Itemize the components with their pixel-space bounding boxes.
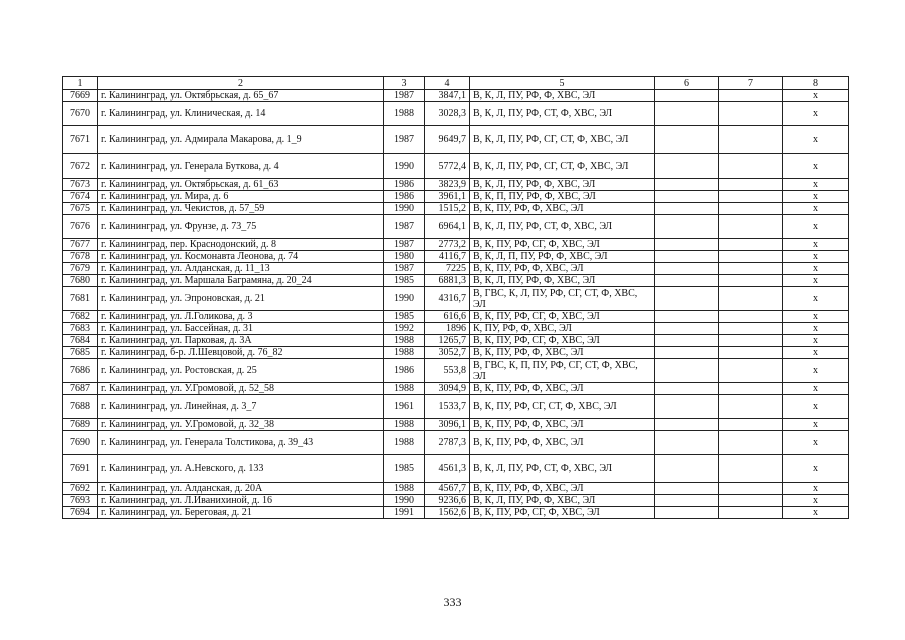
row-address: г. Калининград, ул. Бассейная, д. 31 [98,323,384,335]
row-col7 [719,311,783,323]
row-col7 [719,287,783,311]
table-row [63,431,849,455]
row-year: 1987 [384,215,425,239]
row-mark: х [783,323,849,335]
row-col7 [719,90,783,102]
row-address: г. Калининград, ул. У.Громовой, д. 52_58 [98,383,384,395]
row-area: 5772,4 [425,154,470,179]
row-mark: х [783,90,849,102]
row-area: 1265,7 [425,335,470,347]
row-address: г. Калининград, ул. Октябрьская, д. 61_63 [98,179,384,191]
row-year: 1987 [384,263,425,275]
row-number: 7676 [63,215,98,239]
row-col6 [655,203,719,215]
row-year: 1988 [384,335,425,347]
row-year: 1988 [384,102,425,126]
row-number: 7693 [63,495,98,507]
row-col7 [719,395,783,419]
row-year: 1985 [384,275,425,287]
table-row [63,154,849,179]
row-mark: х [783,395,849,419]
row-year: 1986 [384,359,425,383]
row-area: 4116,7 [425,251,470,263]
row-mark: х [783,287,849,311]
row-number: 7686 [63,359,98,383]
row-area: 6881,3 [425,275,470,287]
row-mark: х [783,483,849,495]
col-header-6: 6 [655,77,719,90]
row-col6 [655,383,719,395]
row-number: 7670 [63,102,98,126]
row-number: 7681 [63,287,98,311]
row-number: 7669 [63,90,98,102]
table-row [63,275,849,287]
row-col6 [655,359,719,383]
row-works: В, К, ПУ, РФ, СГ, Ф, ХВС, ЭЛ [470,335,655,347]
row-mark: х [783,359,849,383]
row-address: г. Калининград, ул. Генерала Буткова, д. 4 [98,154,384,179]
row-mark: х [783,203,849,215]
table-row [63,102,849,126]
col-header-8: 8 [783,77,849,90]
table-row [63,383,849,395]
row-mark: х [783,335,849,347]
row-mark: х [783,495,849,507]
row-col7 [719,383,783,395]
row-works: В, К, ПУ, РФ, СГ, Ф, ХВС, ЭЛ [470,239,655,251]
row-mark: х [783,419,849,431]
table-row [63,191,849,203]
row-col6 [655,419,719,431]
row-works: В, К, ПУ, РФ, Ф, ХВС, ЭЛ [470,419,655,431]
row-col7 [719,263,783,275]
row-address: г. Калининград, ул. Фрунзе, д. 73_75 [98,215,384,239]
row-mark: х [783,347,849,359]
row-works: К, ПУ, РФ, Ф, ХВС, ЭЛ [470,323,655,335]
row-address: г. Калининград, ул. Октябрьская, д. 65_67 [98,90,384,102]
row-area: 616,6 [425,311,470,323]
row-year: 1980 [384,251,425,263]
row-col7 [719,359,783,383]
row-mark: х [783,215,849,239]
row-mark: х [783,507,849,519]
row-year: 1986 [384,191,425,203]
row-area: 2773,2 [425,239,470,251]
row-works: В, К, Л, ПУ, РФ, СГ, СТ, Ф, ХВС, ЭЛ [470,126,655,154]
row-mark: х [783,263,849,275]
row-address: г. Калининград, пер. Краснодонский, д. 8 [98,239,384,251]
row-col6 [655,102,719,126]
row-col6 [655,287,719,311]
row-col6 [655,455,719,483]
row-works: В, К, П, ПУ, РФ, Ф, ХВС, ЭЛ [470,191,655,203]
row-col7 [719,191,783,203]
row-col6 [655,323,719,335]
row-mark: х [783,191,849,203]
table-row [63,395,849,419]
row-year: 1990 [384,154,425,179]
row-col6 [655,275,719,287]
row-year: 1992 [384,323,425,335]
row-number: 7688 [63,395,98,419]
row-col7 [719,251,783,263]
row-col6 [655,507,719,519]
row-mark: х [783,311,849,323]
table-row [63,323,849,335]
row-col6 [655,191,719,203]
row-address: г. Калининград, ул. Космонавта Леонова, д. 74 [98,251,384,263]
row-address: г. Калининград, ул. Алданская, д. 11_13 [98,263,384,275]
row-col7 [719,495,783,507]
row-year: 1991 [384,507,425,519]
row-year: 1988 [384,483,425,495]
row-works: В, К, ПУ, РФ, Ф, ХВС, ЭЛ [470,383,655,395]
row-number: 7680 [63,275,98,287]
table-row [63,359,849,383]
row-address: г. Калининград, ул. Эпроновская, д. 21 [98,287,384,311]
row-col7 [719,179,783,191]
col-header-5: 5 [470,77,655,90]
table-row [63,311,849,323]
row-col7 [719,507,783,519]
row-col6 [655,483,719,495]
row-number: 7687 [63,383,98,395]
row-col6 [655,179,719,191]
row-area: 4316,7 [425,287,470,311]
row-area: 7225 [425,263,470,275]
row-address: г. Калининград, ул. Чекистов, д. 57_59 [98,203,384,215]
row-address: г. Калининград, ул. Клиническая, д. 14 [98,102,384,126]
row-works: В, К, ПУ, РФ, Ф, ХВС, ЭЛ [470,347,655,359]
row-area: 4561,3 [425,455,470,483]
row-area: 1896 [425,323,470,335]
row-area: 3823,9 [425,179,470,191]
row-mark: х [783,275,849,287]
table-row [63,287,849,311]
row-area: 1515,2 [425,203,470,215]
row-col6 [655,239,719,251]
table-row [63,215,849,239]
table-row [63,335,849,347]
table-row [63,347,849,359]
row-col6 [655,395,719,419]
row-mark: х [783,431,849,455]
row-works: В, К, Л, П, ПУ, РФ, Ф, ХВС, ЭЛ [470,251,655,263]
row-col7 [719,431,783,455]
row-number: 7685 [63,347,98,359]
row-address: г. Калининград, ул. Ростовская, д. 25 [98,359,384,383]
row-col6 [655,154,719,179]
row-number: 7675 [63,203,98,215]
row-col7 [719,275,783,287]
row-col6 [655,495,719,507]
row-works: В, К, Л, ПУ, РФ, СТ, Ф, ХВС, ЭЛ [470,215,655,239]
table-row [63,495,849,507]
table-row [63,455,849,483]
table-row [63,263,849,275]
row-works: В, ГВС, К, Л, ПУ, РФ, СГ, СТ, Ф, ХВС, ЭЛ [470,287,655,311]
row-works: В, К, ПУ, РФ, СГ, СТ, Ф, ХВС, ЭЛ [470,395,655,419]
row-area: 4567,7 [425,483,470,495]
row-mark: х [783,383,849,395]
row-number: 7684 [63,335,98,347]
row-works: В, К, Л, ПУ, РФ, СГ, СТ, Ф, ХВС, ЭЛ [470,154,655,179]
row-number: 7694 [63,507,98,519]
row-address: г. Калининград, ул. У.Громовой, д. 32_38 [98,419,384,431]
row-year: 1988 [384,383,425,395]
row-year: 1988 [384,431,425,455]
row-address: г. Калининград, ул. Алданская, д. 20А [98,483,384,495]
row-works: В, К, Л, ПУ, РФ, Ф, ХВС, ЭЛ [470,90,655,102]
row-works: В, К, ПУ, РФ, СГ, Ф, ХВС, ЭЛ [470,311,655,323]
table-row [63,251,849,263]
row-col7 [719,102,783,126]
row-area: 3052,7 [425,347,470,359]
row-mark: х [783,154,849,179]
col-header-3: 3 [384,77,425,90]
row-area: 9236,6 [425,495,470,507]
row-works: В, К, ПУ, РФ, Ф, ХВС, ЭЛ [470,431,655,455]
table-row [63,419,849,431]
row-year: 1988 [384,347,425,359]
col-header-2: 2 [98,77,384,90]
table-row [63,239,849,251]
row-mark: х [783,102,849,126]
row-col6 [655,311,719,323]
row-mark: х [783,455,849,483]
row-works: В, К, Л, ПУ, РФ, Ф, ХВС, ЭЛ [470,179,655,191]
row-col7 [719,335,783,347]
row-area: 3028,3 [425,102,470,126]
row-area: 9649,7 [425,126,470,154]
table-body [63,90,849,519]
row-col6 [655,215,719,239]
row-number: 7682 [63,311,98,323]
row-number: 7692 [63,483,98,495]
row-works: В, К, ПУ, РФ, СГ, Ф, ХВС, ЭЛ [470,507,655,519]
row-address: г. Калининград, ул. Л.Голикова, д. 3 [98,311,384,323]
row-works: В, К, Л, ПУ, РФ, СТ, Ф, ХВС, ЭЛ [470,455,655,483]
row-area: 3096,1 [425,419,470,431]
row-area: 6964,1 [425,215,470,239]
row-col7 [719,455,783,483]
row-area: 2787,3 [425,431,470,455]
row-number: 7673 [63,179,98,191]
header-row [63,77,849,90]
row-works: В, К, ПУ, РФ, Ф, ХВС, ЭЛ [470,263,655,275]
col-header-1: 1 [63,77,98,90]
row-number: 7674 [63,191,98,203]
row-year: 1990 [384,287,425,311]
row-year: 1990 [384,203,425,215]
table-row [63,179,849,191]
row-works: В, К, Л, ПУ, РФ, СТ, Ф, ХВС, ЭЛ [470,102,655,126]
row-works: В, ГВС, К, П, ПУ, РФ, СГ, СТ, Ф, ХВС, ЭЛ [470,359,655,383]
row-number: 7690 [63,431,98,455]
row-works: В, К, ПУ, РФ, Ф, ХВС, ЭЛ [470,203,655,215]
row-year: 1986 [384,179,425,191]
row-col7 [719,419,783,431]
table-row [63,126,849,154]
row-works: В, К, Л, ПУ, РФ, Ф, ХВС, ЭЛ [470,495,655,507]
row-year: 1987 [384,126,425,154]
col-header-4: 4 [425,77,470,90]
row-area: 3094,9 [425,383,470,395]
register-table [62,76,849,519]
row-col6 [655,263,719,275]
row-address: г. Калининград, ул. Линейная, д. 3_7 [98,395,384,419]
row-year: 1961 [384,395,425,419]
row-col7 [719,154,783,179]
row-works: В, К, Л, ПУ, РФ, Ф, ХВС, ЭЛ [470,275,655,287]
row-year: 1987 [384,90,425,102]
row-address: г. Калининград, ул. Л.Иванихиной, д. 16 [98,495,384,507]
row-address: г. Калининград, ул. Генерала Толстикова, д. 39_43 [98,431,384,455]
row-col7 [719,215,783,239]
row-col6 [655,335,719,347]
row-number: 7671 [63,126,98,154]
row-col6 [655,251,719,263]
table-row [63,507,849,519]
row-col7 [719,203,783,215]
row-area: 553,8 [425,359,470,383]
row-address: г. Калининград, ул. А.Невского, д. 133 [98,455,384,483]
row-year: 1990 [384,495,425,507]
row-col7 [719,323,783,335]
row-address: г. Калининград, ул. Адмирала Макарова, д. 1_9 [98,126,384,154]
row-mark: х [783,179,849,191]
row-mark: х [783,239,849,251]
row-col7 [719,347,783,359]
row-col6 [655,126,719,154]
col-header-7: 7 [719,77,783,90]
row-address: г. Калининград, ул. Береговая, д. 21 [98,507,384,519]
row-number: 7672 [63,154,98,179]
row-year: 1985 [384,311,425,323]
table-row [63,483,849,495]
row-number: 7691 [63,455,98,483]
row-number: 7679 [63,263,98,275]
row-col7 [719,126,783,154]
row-area: 1562,6 [425,507,470,519]
row-address: г. Калининград, ул. Маршала Баграмяна, д. 20_24 [98,275,384,287]
row-number: 7689 [63,419,98,431]
row-col6 [655,90,719,102]
row-address: г. Калининград, ул. Парковая, д. 3А [98,335,384,347]
row-works: В, К, ПУ, РФ, Ф, ХВС, ЭЛ [470,483,655,495]
row-col7 [719,483,783,495]
table-row [63,203,849,215]
row-col6 [655,347,719,359]
row-number: 7683 [63,323,98,335]
row-area: 3961,1 [425,191,470,203]
row-year: 1985 [384,455,425,483]
row-mark: х [783,126,849,154]
table-row [63,90,849,102]
row-address: г. Калининград, б-р. Л.Шевцовой, д. 76_82 [98,347,384,359]
page-number: 333 [443,595,462,609]
row-number: 7678 [63,251,98,263]
row-number: 7677 [63,239,98,251]
row-address: г. Калининград, ул. Мира, д. 6 [98,191,384,203]
row-col7 [719,239,783,251]
row-area: 1533,7 [425,395,470,419]
row-area: 3847,1 [425,90,470,102]
row-year: 1988 [384,419,425,431]
row-mark: х [783,251,849,263]
row-year: 1987 [384,239,425,251]
row-col6 [655,431,719,455]
